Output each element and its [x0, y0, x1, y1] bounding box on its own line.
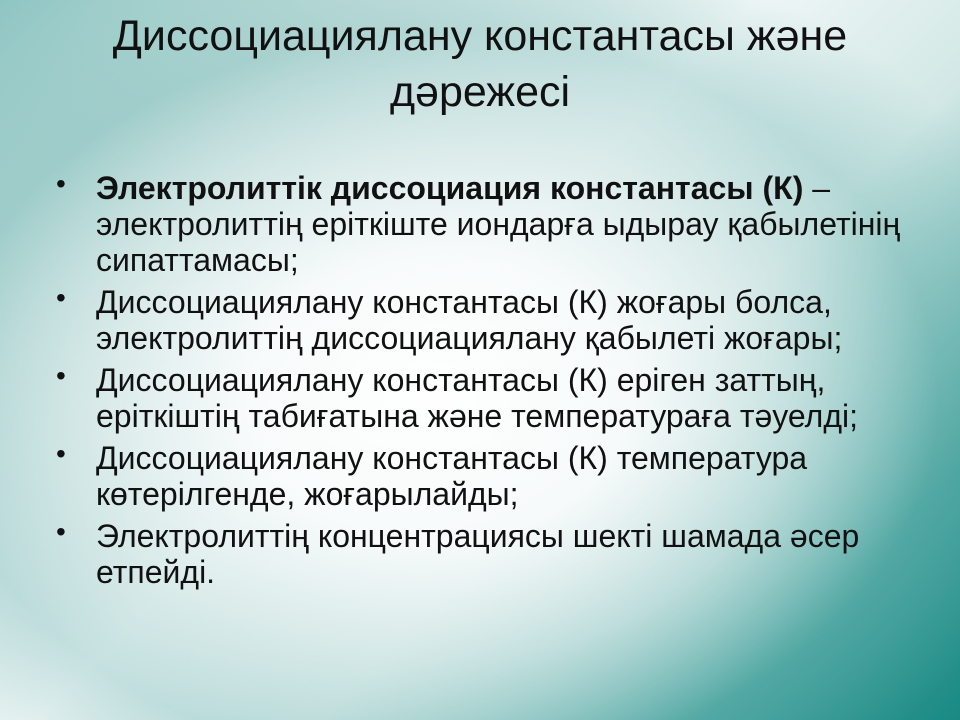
bullet-item [56, 170, 916, 278]
bullet-text: Диссоциациялану константасы (К) жоғары болса, электролиттің диссоциациялану қабылеті жоғары; [96, 284, 843, 356]
bullet-marker: • [56, 168, 66, 199]
bullet-item [56, 518, 916, 590]
bullet-text: Электролиттің концентрациясы шекті шамада әсер етпейді. [96, 518, 860, 590]
bullet-item [56, 362, 916, 434]
bullet-bold-term: Электролиттік диссоциация константасы (К) [96, 170, 804, 206]
bullet-item [56, 284, 916, 356]
bullet-marker: • [56, 516, 66, 547]
bullet-marker: • [56, 282, 66, 313]
bullet-text: Диссоциациялану константасы (К) еріген заттың, еріткіштің табиғатына және температураға тәуелді; [96, 362, 858, 434]
bullet-list [56, 170, 916, 596]
bullet-item [56, 440, 916, 512]
bullet-marker: • [56, 438, 66, 469]
slide-title: Диссоциациялану константасы және дәрежесі [112, 12, 848, 116]
bullet-marker: • [56, 360, 66, 391]
bullet-text: – электролиттің еріткіште иондарға ыдырау қабылетінің сипаттамасы; [96, 170, 901, 278]
bullet-text: Диссоциациялану константасы (К) температура көтерілгенде, жоғарылайды; [96, 440, 808, 512]
